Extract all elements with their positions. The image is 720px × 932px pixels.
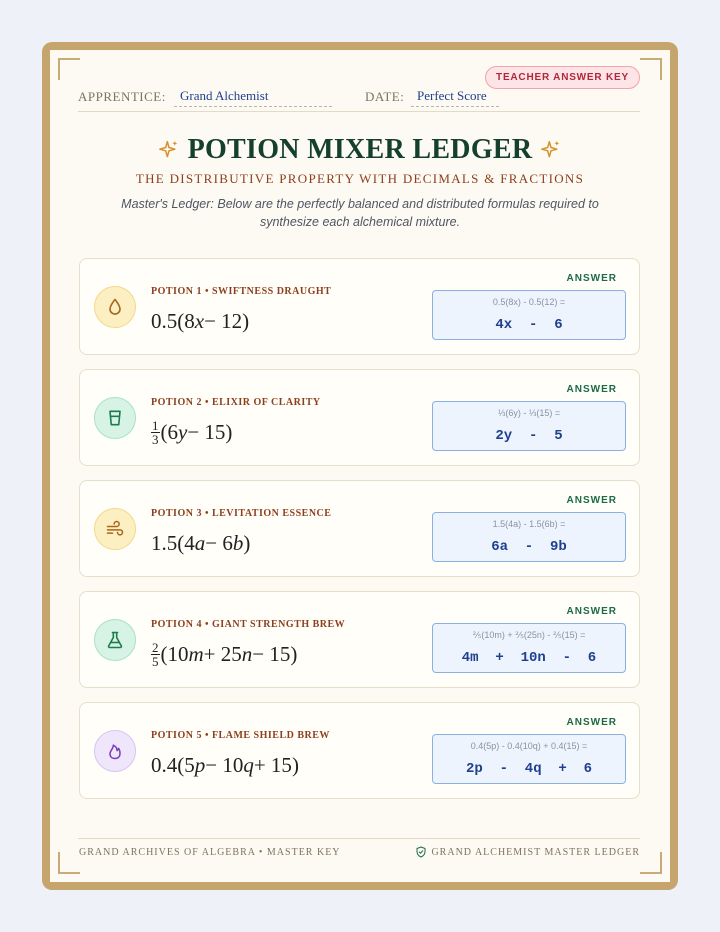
answer-work: 0.5(8x) - 0.5(12) = — [492, 297, 566, 307]
cup-icon — [105, 408, 125, 428]
potion-card-1 — [79, 258, 640, 355]
ledger-sheet — [50, 50, 670, 882]
date-field[interactable]: Perfect Score — [411, 87, 499, 107]
potion-icon-badge — [94, 508, 136, 550]
sparkle-icon — [159, 140, 179, 160]
answer-final: 2y - 5 — [495, 428, 563, 444]
potion-card-3 — [79, 480, 640, 577]
variable: n — [241, 641, 253, 666]
potion-expression: 1.5 ( 4 a − 6 b ) — [151, 530, 251, 555]
potion-card-2 — [79, 369, 640, 466]
answer-label: ANSWER — [566, 273, 617, 284]
footer-right-text: GRAND ALCHEMIST MASTER LEDGER — [431, 846, 640, 858]
coefficient: 0.4 — [151, 752, 178, 777]
ledger-frame — [42, 42, 678, 890]
term: − 6 — [205, 530, 233, 555]
corner-ornament — [640, 852, 662, 874]
answer-box[interactable] — [432, 623, 626, 673]
page-subtitle: THE DISTRIBUTIVE PROPERTY WITH DECIMALS & FRACTIONS — [135, 171, 585, 186]
potion-expression: 0.5 ( 8 x − 12 ) — [151, 308, 250, 333]
corner-ornament — [640, 58, 662, 80]
fraction-coefficient: $\frac{2}{5}$ — [152, 639, 159, 669]
variable: q — [243, 752, 254, 777]
potion-label: POTION 1 • SWIFTNESS DRAUGHT — [151, 286, 332, 297]
answer-box[interactable] — [432, 290, 626, 340]
potion-icon-badge — [94, 619, 136, 661]
term: + 15 — [253, 752, 292, 777]
potion-expression: 0.4 ( 5 p − 10 q + 15 ) — [151, 752, 299, 777]
variable: y — [178, 419, 188, 444]
answer-label: ANSWER — [566, 606, 617, 617]
answer-final: 6a - 9b — [491, 539, 567, 555]
potion-label: POTION 5 • FLAME SHIELD BREW — [151, 730, 330, 741]
potion-expression: $\frac{2}{5}$ ( 10 m + 25 n − 15 ) — [152, 639, 298, 669]
footer-left-text: GRAND ARCHIVES OF ALGEBRA • MASTER KEY — [79, 847, 341, 858]
term: − 12 — [204, 308, 243, 333]
potion-label: POTION 3 • LEVITATION ESSENCE — [151, 508, 332, 519]
term: 4 — [184, 530, 195, 555]
answer-box[interactable] — [432, 512, 626, 562]
potion-icon-badge — [94, 397, 136, 439]
potion-card-5 — [79, 702, 640, 799]
answer-label: ANSWER — [566, 717, 617, 728]
answer-final: 4x - 6 — [495, 317, 563, 333]
potion-expression: $\frac{1}{3}$ ( 6 y − 15 ) — [152, 417, 233, 447]
intro-text: Master's Ledger: Below are the perfectly balanced and distributed formulas required to synthesize each alchemical mixture. — [121, 197, 599, 229]
variable: m — [188, 641, 204, 666]
footer-right — [415, 846, 640, 858]
answer-box[interactable] — [432, 734, 626, 784]
term: − 15 — [252, 641, 291, 666]
term: 5 — [184, 752, 195, 777]
header-divider — [78, 111, 640, 112]
apprentice-label: APPRENTICE: — [78, 89, 166, 104]
variable: b — [232, 530, 244, 555]
answer-work: 0.4(5p) - 0.4(10q) + 0.4(15) = — [470, 741, 588, 751]
potion-label: POTION 2 • ELIXIR OF CLARITY — [151, 397, 321, 408]
term: 10 — [167, 641, 189, 666]
answer-work: ⅓(6y) - ⅓(15) = — [497, 408, 561, 418]
footer-divider — [78, 838, 640, 839]
coefficient: 1.5 — [151, 530, 178, 555]
page-title: POTION MIXER LEDGER — [187, 134, 533, 165]
fraction-coefficient: $\frac{1}{3}$ — [152, 417, 159, 447]
answer-label: ANSWER — [566, 495, 617, 506]
shield-check-icon — [415, 846, 427, 858]
answer-final: 2p - 4q + 6 — [465, 761, 593, 777]
droplet-icon — [105, 297, 125, 317]
corner-ornament — [58, 852, 80, 874]
coefficient: 0.5 — [151, 308, 178, 333]
term: + 25 — [203, 641, 242, 666]
corner-ornament — [58, 58, 80, 80]
sparkle-icon — [541, 140, 561, 160]
flame-icon — [105, 741, 125, 761]
flask-icon — [105, 630, 125, 650]
variable: x — [194, 308, 205, 333]
teacher-answer-key-badge: TEACHER ANSWER KEY — [485, 66, 640, 89]
term: 6 — [167, 419, 178, 444]
potion-icon-badge — [94, 286, 136, 328]
term: − 15 — [187, 419, 226, 444]
answer-label: ANSWER — [566, 384, 617, 395]
term: 8 — [184, 308, 195, 333]
variable: p — [194, 752, 206, 777]
variable: a — [194, 530, 206, 555]
title-row — [50, 134, 670, 168]
answer-work: ⅖(10m) + ⅖(25n) - ⅖(15) = — [472, 630, 586, 640]
apprentice-field[interactable]: Grand Alchemist — [174, 87, 332, 107]
answer-box[interactable] — [432, 401, 626, 451]
potion-label: POTION 4 • GIANT STRENGTH BREW — [151, 619, 346, 630]
potion-icon-badge — [94, 730, 136, 772]
header-row — [78, 86, 640, 112]
potion-card-4 — [79, 591, 640, 688]
term: − 10 — [205, 752, 244, 777]
answer-work: 1.5(4a) - 1.5(6b) = — [492, 519, 566, 529]
date-label: DATE: — [365, 89, 405, 104]
answer-final: 4m + 10n - 6 — [461, 650, 597, 666]
wind-icon — [105, 519, 125, 539]
